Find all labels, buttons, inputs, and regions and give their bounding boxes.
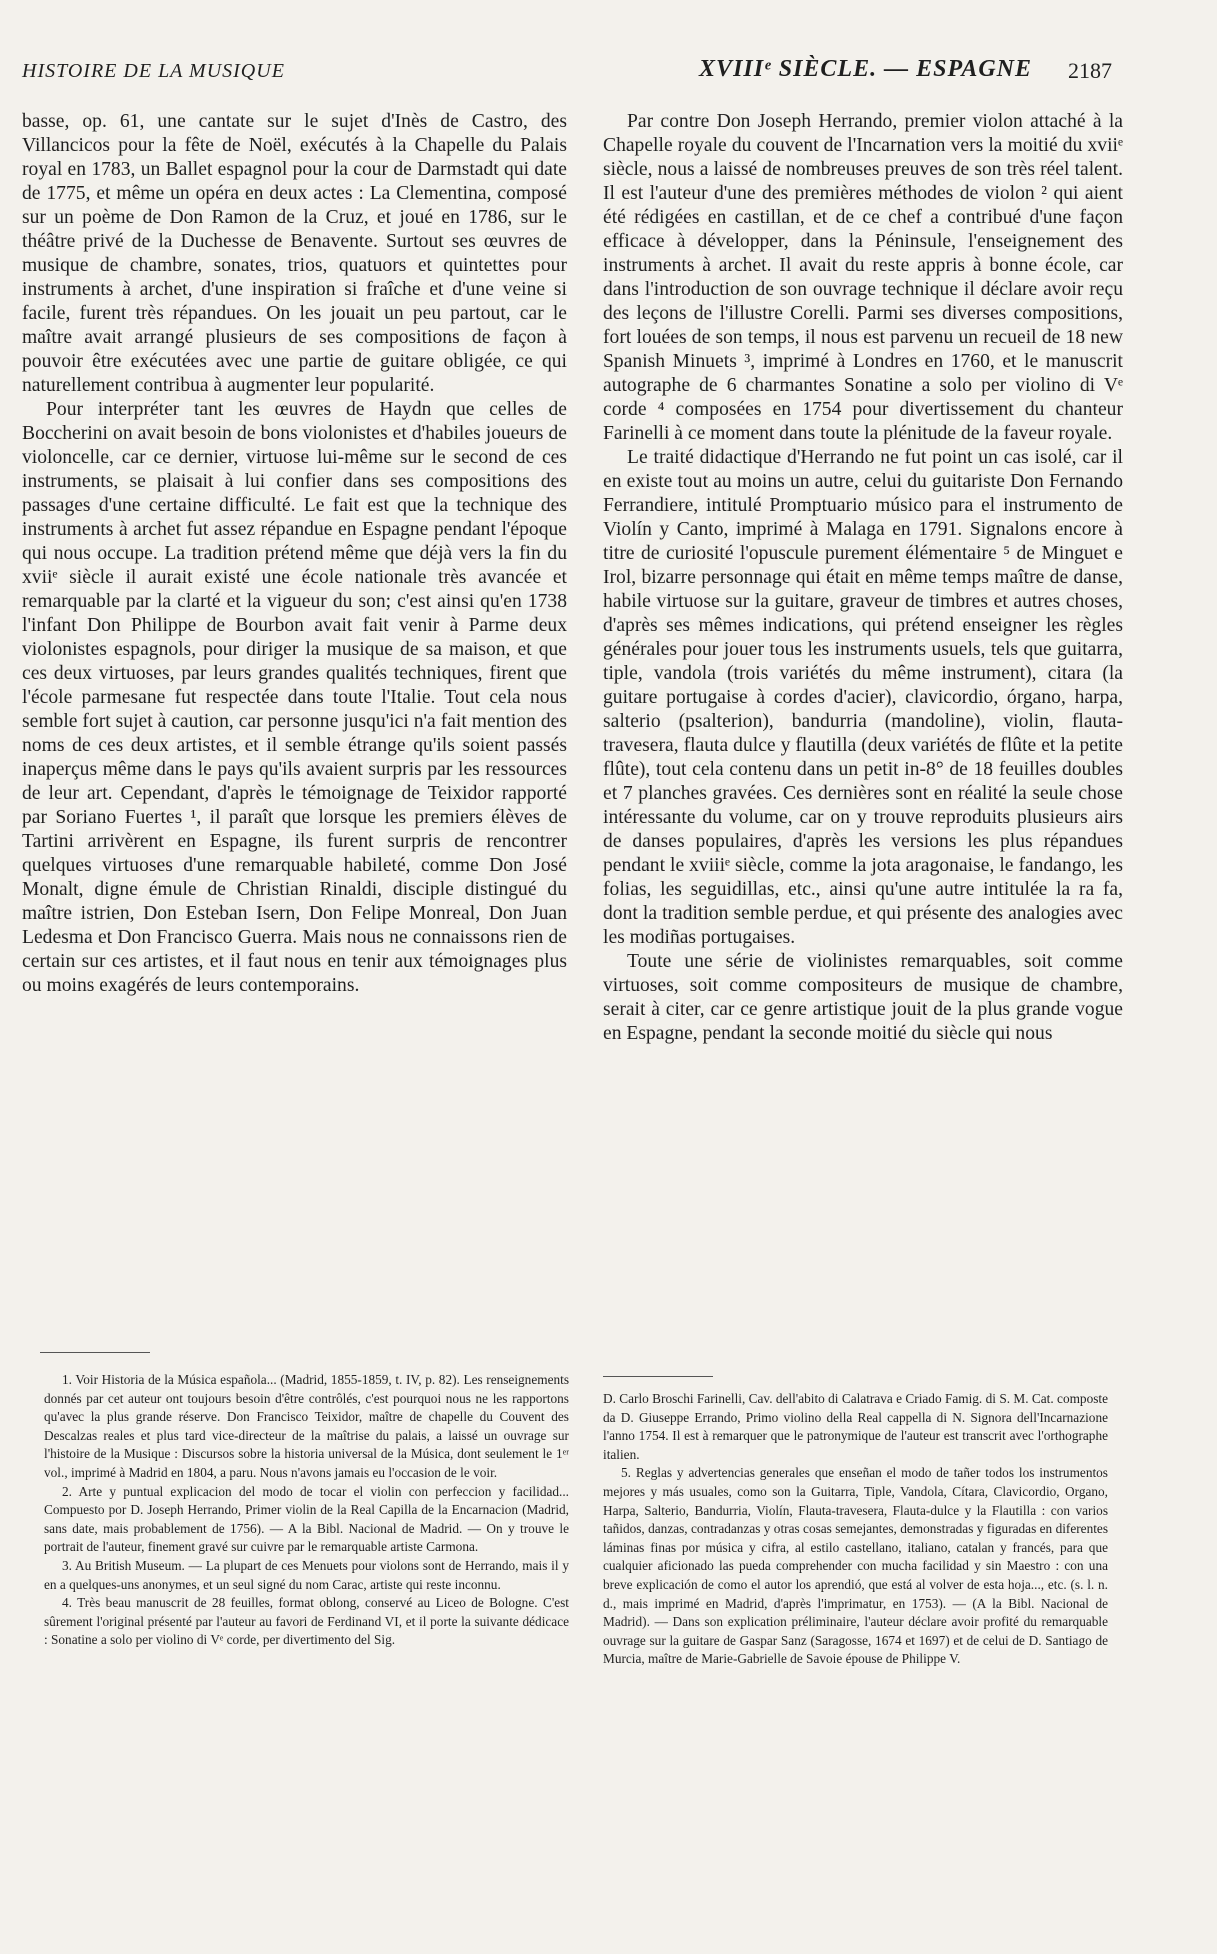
footnotes-right [603,1390,1108,1669]
paragraph: Par contre Don Joseph Herrando, premier violon attaché à la Chapelle royale du couvent de l'Incarnation vers la moitié du xviiᵉ siècle, nous a laissé de nombreuses preuves de son très réel talent. Il est l'auteur d'une des premières méthodes de violon ² qui aient été rédigées en castillan, et de ce chef a contribué d'une façon efficace à développer, dans la Péninsule, l'enseignement des instruments à archet. Il avait du reste appris à bonne école, car dans l'introduction de son ouvrage technique il déclare avoir reçu des leçons de l'illustre Corelli. Parmi ses diverses compositions, fort louées de son temps, il nous est parvenu un recueil de 18 new Spanish Minuets ³, imprimé à Londres en 1760, et le manuscrit autographe de 6 charmantes Sonatine a solo per violino di Vᵉ corde ⁴ composées en 1754 pour divertissement du chanteur Farinelli à ce moment dans toute la plénitude de la faveur royale. [603,111,1123,444]
footnote: 2. Arte y puntual explicacion del modo de tocar el violin con perfeccion y facilidad... Compuesto por D. Joseph Herrando, Primer violin de la Real Capilla de la Encarnacion (Madrid, sans date, mais probablement de 1756). — A la Bibl. Nacional de Madrid. — On y trouve le portrait de l'auteur, finement gravé sur cuivre par le remarquable artiste Carmona. [44,1483,569,1555]
footnote: 3. Au British Museum. — La plupart de ces Menuets pour violons sont de Herrando, mais il y en a quelques-uns anonymes, et un seul signé du nom Carac, artiste qui reste inconnu. [44,1557,569,1592]
left-column [22,110,567,998]
paragraph: Toute une série de violinistes remarquables, soit comme virtuoses, soit comme compositeurs de musique de chambre, serait à citer, car ce genre artistique jouit de la plus grande vogue en Espagne, pendant la seconde moitié du siècle qui nous [603,951,1123,1044]
running-title-left: HISTOIRE DE LA MUSIQUE [22,60,285,82]
footnote-separator-left [40,1352,150,1353]
paragraph: basse, op. 61, une cantate sur le sujet d'Inès de Castro, des Villancicos pour la fête de Noël, exécutés à la Chapelle du Palais royal en 1783, un Ballet espagnol pour la cour de Darmstadt qui date de 1775, et même un opéra en deux actes : La Clementina, composé sur un poème de Don Ramon de la Cruz, et joué en 1786, sur le théâtre privé de la Duchesse de Benavente. Surtout ses œuvres de musique de chambre, sonates, trios, quatuors et quintettes pour instruments à archet, d'une inspiration si fraîche et d'une veine si facile, furent très répandues. On les jouait un peu partout, car le maître avait arrangé plusieurs de ses compositions de façon à pouvoir être exécutées avec une partie de guitare obligée, ce qui naturellement contribua à augmenter leur popularité. [22,111,567,396]
footnote-separator-right [603,1376,713,1377]
right-column [603,110,1123,1046]
paragraph: Le traité didactique d'Herrando ne fut point un cas isolé, car il en existe tout au moins un autre, celui du guitariste Don Fernando Ferrandiere, intitulé Promptuario músico para el instrumento de Violín y Canto, imprimé à Malaga en 1791. Signalons encore à titre de curiosité l'opuscule purement élémentaire ⁵ de Minguet e Irol, bizarre personnage qui était en même temps maître de danse, habile virtuose sur la guitare, graveur de timbres et autres choses, d'après ses mêmes indications, qui prétend enseigner les règles générales pour jouer tous les instruments usuels, tels que guitarra, tiple, vandola (trois variétés du même instrument), citara (la guitare portugaise à cordes d'acier), clavicordio, órgano, harpa, salterio (psalterion), bandurria (mandoline), violin, flauta-travesera, flauta dulce y flautilla (deux variétés de flûte et la petite flûte), tout cela contenu dans un petit in-8° de 18 feuilles doubles et 7 planches gravées. Ces dernières sont en réalité la seule chose intéressante du volume, car on y trouve reproduits plusieurs airs de danses populaires, d'après les versions les plus répandues pendant le xviiiᵉ siècle, comme la jota aragonaise, le fandango, les folias, les seguidillas, etc., ainsi qu'une autre intitulée la ra fa, dont la tradition semble perdue, et qui présente des analogies avec les modiñas portugaises. [603,447,1123,948]
page-header [22,56,1112,96]
footnote: 4. Très beau manuscrit de 28 feuilles, format oblong, conservé au Liceo de Bologne. C'est sûrement l'original présenté par l'auteur au favori de Ferdinand VI, et il porte la suivante dédicace : Sonatine a solo per violino di Vᵉ corde, per divertimento del Sig. [44,1595,569,1648]
page-number: 2187 [1068,58,1112,83]
footnote: 5. Reglas y advertencias generales que enseñan el modo de tañer todos los instrumentos mejores y más usuales, como son la Guitarra, Tiple, Vandola, Cítara, Clavicordio, Organo, Harpa, Salterio, Bandurria, Violín, Flauta-travesera, Flauta-dulce y la Flautilla : con varios tañidos, danzas, contradanzas y otras cosas semejantes, demonstradas y figuradas en diferentes láminas finas por música y cifra, al estilo castellano, italiano, catalan y francés, para que cualquier aficionado las pueda comprehender con mucha facilidad y sin Maestro : con una breve explicación de como el autor los aprendió, que está al volver de esta hoja..., etc. (s. l. n. d., mais imprimé en Madrid, d'après l'imprimatur, en 1753). — (A la Bibl. Nacional de Madrid). — Dans son explication préliminaire, l'auteur déclare avoir profité du remarquable ouvrage sur la guitare de Gaspar Sanz (Saragosse, 1674 et 1697) et de celui de D. Santiago de Murcia, maître de Marie-Gabrielle de Savoie épouse de Philippe V. [603,1465,1108,1667]
paragraph: Pour interpréter tant les œuvres de Haydn que celles de Boccherini on avait besoin de bons violonistes et d'habiles joueurs de violoncelle, car ce dernier, virtuose lui-même sur le second de ces instruments, se plaisait à lui confier dans ses compositions des passages d'une certaine difficulté. Le fait est que la technique des instruments à archet fut assez répandue en Espagne pendant l'époque qui nous occupe. La tradition prétend même que déjà vers la fin du xviiᵉ siècle il aurait existé une école nationale très avancée et remarquable par la clarté et la vigueur du son; c'est ainsi qu'en 1738 l'infant Don Philippe de Bourbon avait fait venir à Parme deux violonistes espagnols, pour diriger la musique de sa maison, et que ces deux virtuoses, par leurs grandes qualités techniques, firent que l'école parmesane fut respectée dans toute l'Italie. Tout cela nous semble fort sujet à caution, car personne jusqu'ici n'a fait mention des noms de ces deux artistes, et il semble étrange qu'ils soient passés inaperçus même dans le pays qu'ils avaient surpris par les ressources de leur art. Cependant, d'après le témoignage de Teixidor rapporté par Soriano Fuertes ¹, il paraît que lorsque les premiers élèves de Tartini arrivèrent en Espagne, ils furent surpris de rencontrer quelques virtuoses d'une remarquable habileté, comme Don José Monalt, digne émule de Christian Rinaldi, disciple distingué du maître istrien, Don Esteban Isern, Don Felipe Monreal, Don Juan Ledesma et Don Francisco Guerra. Mais nous ne connaissons rien de certain sur ces artistes, et il faut nous en tenir aux témoignages plus ou moins exagérés de leurs contemporains. [22,399,567,996]
footnote: 1. Voir Historia de la Música española... (Madrid, 1855-1859, t. IV, p. 82). Les renseignements donnés par cet auteur ont toujours besoin d'être contrôlés, c'est pourquoi nous ne les rapportons qu'avec la plus grande réserve. Don Francisco Teixidor, maître de chapelle du Couvent des Descalzas reales et plus tard vice-directeur de la maîtrise du palais, a laissé un ouvrage sur l'histoire de la Musique : Discursos sobre la historia universal de la Música, dont seulement le 1ᵉʳ vol., imprimé à Madrid en 1804, a paru. Nous n'avons jamais eu l'occasion de le voir. [44,1372,569,1480]
footnotes-left [44,1371,569,1650]
footnote-continuation: D. Carlo Broschi Farinelli, Cav. dell'abito di Calatrava e Criado Famig. di S. M. Cat. composte da D. Giuseppe Errando, Primo violino della Real cappella di N. Signora dell'Incarnazione l'anno 1754. Il est à remarquer que le patronymique de l'auteur est transcrit avec l'orthographe italien. [603,1391,1108,1462]
running-title-right: XVIIIᵉ SIÈCLE. — ESPAGNE [699,56,1032,82]
